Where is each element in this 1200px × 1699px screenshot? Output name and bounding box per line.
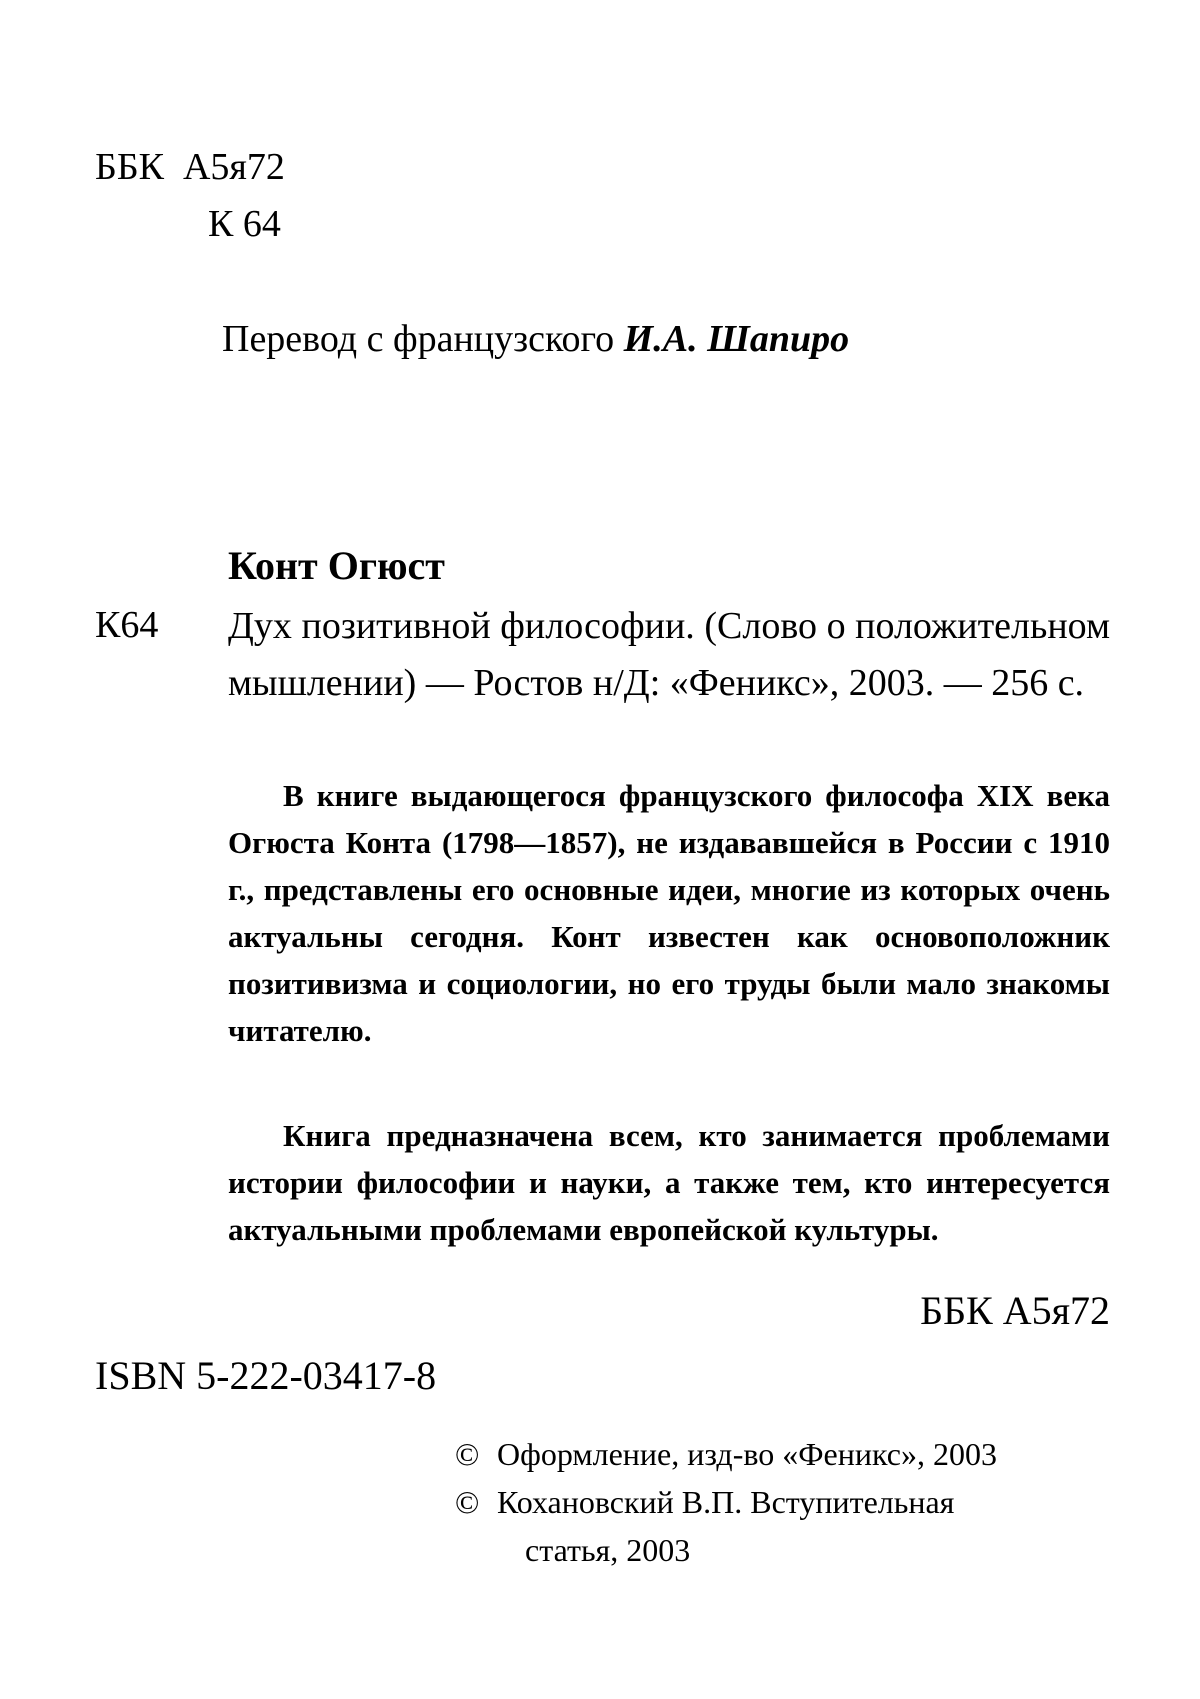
author-heading: Конт Огюст: [228, 543, 445, 588]
bbk-classification-code: ББК А5я72: [95, 146, 285, 188]
translator-name: И.А. Шапиро: [623, 318, 850, 360]
bbk-footer-code: ББК А5я72: [920, 1288, 1110, 1333]
annotation-paragraph-2: Книга предназначена всем, кто занимается проблемами истории философии и науки, а также тем, кто интересуется актуальными проблемами европейской культуры.: [228, 1118, 1110, 1247]
bibliographic-description: Дух позитивной философии. (Слово о положительном мышлении) — Ростов н/Д: «Феникс», 2003. — 256 с.: [228, 605, 1110, 704]
copyright-text: Кохановский В.П. Вступительная: [497, 1484, 955, 1520]
author-mark: К 64: [208, 203, 281, 245]
copyright-introduction: [455, 1478, 954, 1574]
copyright-symbol: ©: [455, 1436, 480, 1472]
translator-prefix: Перевод с французского: [222, 318, 624, 360]
copyright-text: Оформление, изд-во «Феникс», 2003: [497, 1436, 997, 1472]
copyright-design: [455, 1430, 997, 1478]
side-author-code: К64: [95, 604, 159, 646]
copyright-text-continued: статья, 2003: [525, 1532, 691, 1568]
translator-line: [222, 317, 849, 361]
annotation-paragraph-1: В книге выдающегося французского философа XIX века Огюста Конта (1798—1857), не издававшейся в России с 1910 г., представлены его основные идеи, многие из которых очень актуальны сегодня. Конт известен как основоположник позитивизма и социологии, но его труды были мало знакомы читателю.: [228, 778, 1110, 1048]
isbn: ISBN 5-222-03417-8: [95, 1353, 437, 1398]
copyright-symbol: ©: [455, 1484, 480, 1520]
